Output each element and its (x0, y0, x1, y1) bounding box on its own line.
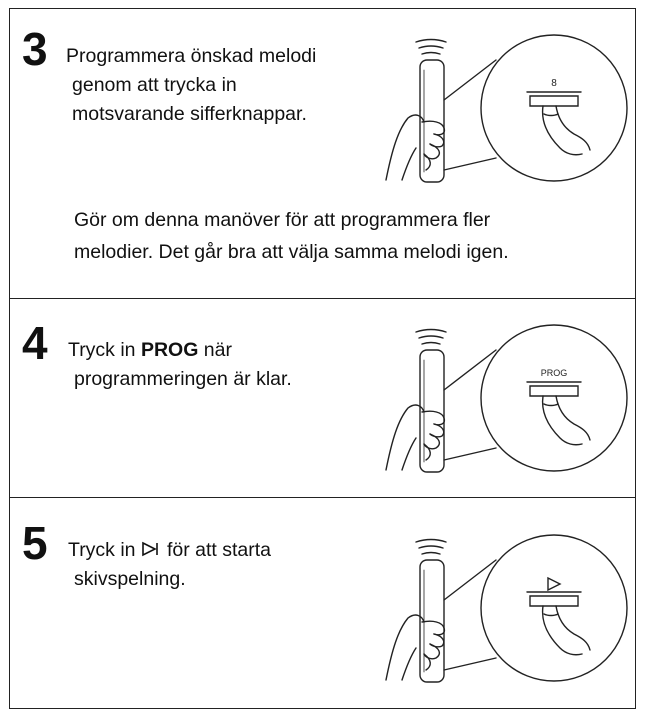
remote-press-illustration (378, 530, 628, 686)
signal-wave-icon (416, 330, 446, 333)
step-instruction (68, 336, 292, 394)
remote-button (530, 386, 578, 396)
instruction-text: när (198, 339, 232, 361)
section-divider (9, 298, 636, 299)
prog-button-name: PROG (140, 339, 199, 361)
remote-press-illustration (378, 320, 628, 476)
section-divider (9, 497, 636, 498)
remote-press-illustration (378, 30, 628, 186)
note-line: Gör om denna manöver för att programmera fler (74, 209, 491, 231)
instruction-text: Tryck in (68, 539, 141, 561)
step-number: 3 (22, 23, 48, 75)
remote-button (530, 96, 578, 106)
signal-wave-icon (416, 540, 446, 543)
instruction-line: motsvarande sifferknappar. (72, 103, 307, 125)
step-instruction (66, 42, 316, 129)
instruction-text: för att starta (166, 539, 271, 561)
instruction-line (68, 536, 271, 565)
instruction-line: Programmera önskad melodi (66, 45, 317, 67)
remote-button (530, 596, 578, 606)
step-instruction (68, 536, 271, 594)
play-icon (141, 537, 167, 553)
remote-button-label: 8 (551, 78, 557, 89)
step-number: 4 (22, 317, 48, 369)
instruction-line (68, 336, 292, 365)
step-number: 5 (22, 517, 48, 569)
instruction-line: genom att trycka in (72, 74, 237, 96)
note-line: melodier. Det går bra att välja samma melodi igen. (74, 241, 509, 263)
signal-wave-icon (416, 40, 446, 43)
remote-button-label: PROG (540, 368, 568, 378)
instruction-text: Tryck in (68, 339, 141, 361)
play-icon (548, 578, 560, 590)
instruction-line: skivspelning. (74, 568, 186, 590)
step-3-note (74, 204, 509, 268)
instruction-line: programmeringen är klar. (74, 368, 292, 390)
